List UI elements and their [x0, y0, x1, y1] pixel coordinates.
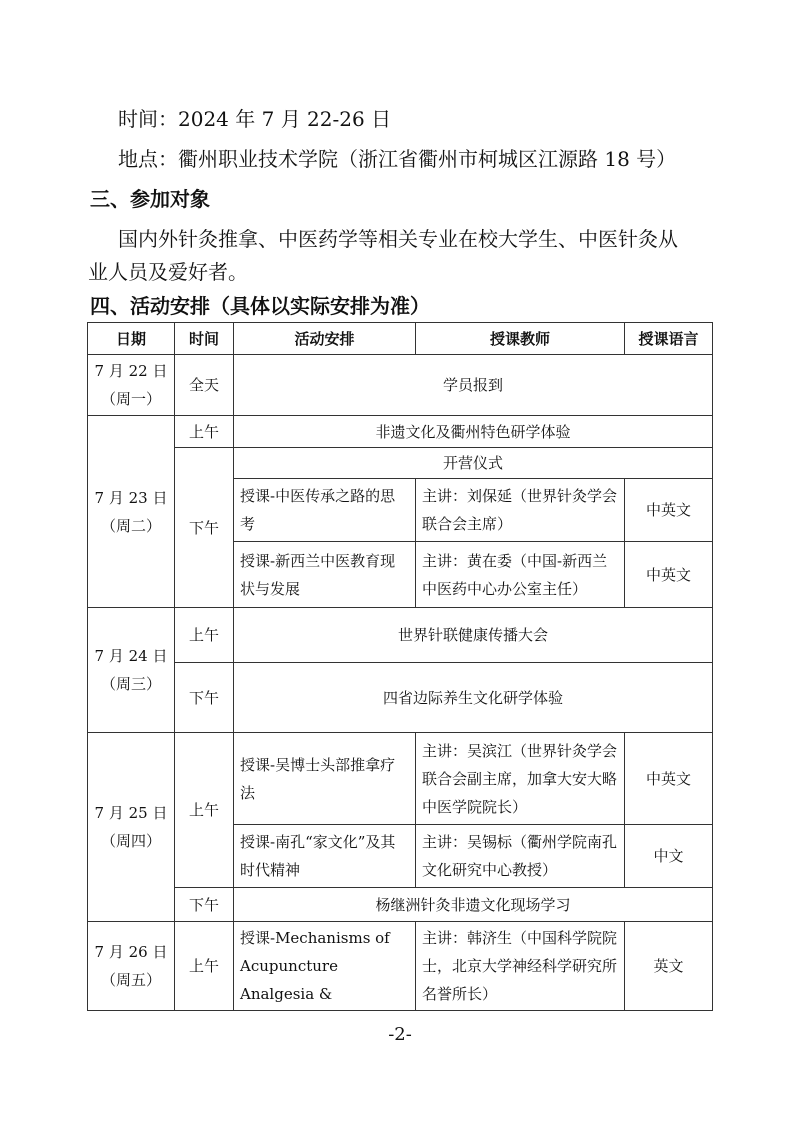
time-cell: 上午 — [175, 608, 234, 663]
activity-cell: 开营仪式 — [234, 448, 713, 479]
activity-cell: 授课-中医传承之路的思考 — [234, 479, 416, 542]
time-line: 时间：2024 年 7 月 22-26 日 — [118, 107, 392, 131]
date-cell — [88, 922, 175, 1011]
activity-cell: 杨继洲针灸非遗文化现场学习 — [234, 888, 713, 922]
page-number: -2- — [388, 1024, 412, 1045]
header-language: 授课语言 — [625, 323, 713, 355]
activity-cell: 授课-Mechanisms of Acupuncture Analgesia & — [234, 922, 416, 1011]
time-cell: 下午 — [175, 663, 234, 733]
table-row — [88, 888, 713, 922]
table-row — [88, 922, 713, 1011]
activity-cell: 四省边际养生文化研学体验 — [234, 663, 713, 733]
time-cell: 下午 — [175, 448, 234, 608]
header-time: 时间 — [175, 323, 234, 355]
section3-body-1: 国内外针灸推拿、中医药学等相关专业在校大学生、中医针灸从 — [118, 227, 678, 251]
weekday: （周五） — [100, 971, 161, 989]
activity-cell: 授课-新西兰中医教育现状与发展 — [234, 542, 416, 608]
time-cell: 下午 — [175, 888, 234, 922]
table-row — [88, 733, 713, 825]
header-teacher: 授课教师 — [416, 323, 625, 355]
teacher-cell: 主讲：韩济生（中国科学院院士，北京大学神经科学研究所名誉所长） — [416, 922, 625, 1011]
date: 7 月 24 日 — [94, 647, 168, 665]
date: 7 月 23 日 — [94, 488, 168, 507]
table-row — [88, 663, 713, 733]
language-cell: 英文 — [625, 922, 713, 1011]
time-cell: 上午 — [175, 416, 234, 448]
table-row — [88, 608, 713, 663]
section4-title: 四、活动安排（具体以实际安排为准） — [90, 294, 430, 318]
date: 7 月 26 日 — [94, 943, 168, 961]
schedule-table — [87, 322, 713, 1011]
activity-cell: 世界针联健康传播大会 — [234, 608, 713, 663]
date: 7 月 25 日 — [94, 804, 168, 822]
table-row — [88, 416, 713, 448]
language-cell: 中英文 — [625, 733, 713, 825]
teacher-cell: 主讲：刘保延（世界针灸学会联合会主席） — [416, 479, 625, 542]
activity-cell: 授课-吴博士头部推拿疗法 — [234, 733, 416, 825]
activity-cell: 授课-南孔“家文化”及其时代精神 — [234, 825, 416, 888]
activity-cell: 非遗文化及衢州特色研学体验 — [234, 416, 713, 448]
table-header-row — [88, 323, 713, 355]
date-cell — [88, 608, 175, 733]
header-activity: 活动安排 — [234, 323, 416, 355]
weekday: （周四） — [100, 832, 161, 850]
weekday: （周二） — [100, 516, 161, 535]
teacher-cell: 主讲：吴锡标（衢州学院南孔文化研究中心教授） — [416, 825, 625, 888]
date: 7 月 22 日 — [94, 362, 168, 380]
activity-cell: 学员报到 — [234, 355, 713, 416]
language-cell: 中英文 — [625, 542, 713, 608]
language-cell: 中文 — [625, 825, 713, 888]
section3-body-2: 业人员及爱好者。 — [88, 260, 248, 284]
section3-title: 三、参加对象 — [90, 187, 210, 211]
teacher-cell: 主讲：黄在委（中国-新西兰中医药中心办公室主任） — [416, 542, 625, 608]
time-cell: 上午 — [175, 922, 234, 1011]
table-row — [88, 448, 713, 479]
weekday: （周一） — [100, 390, 161, 408]
header-date: 日期 — [88, 323, 175, 355]
time-cell: 上午 — [175, 733, 234, 888]
date-cell — [88, 416, 175, 608]
table-row — [88, 355, 713, 416]
weekday: （周三） — [100, 675, 161, 693]
date-cell — [88, 355, 175, 416]
time-cell: 全天 — [175, 355, 234, 416]
venue-line: 地点：衢州职业技术学院（浙江省衢州市柯城区江源路 18 号） — [118, 147, 677, 171]
language-cell: 中英文 — [625, 479, 713, 542]
date-cell — [88, 733, 175, 922]
teacher-cell: 主讲：吴滨江（世界针灸学会联合会副主席，加拿大安大略中医学院院长） — [416, 733, 625, 825]
